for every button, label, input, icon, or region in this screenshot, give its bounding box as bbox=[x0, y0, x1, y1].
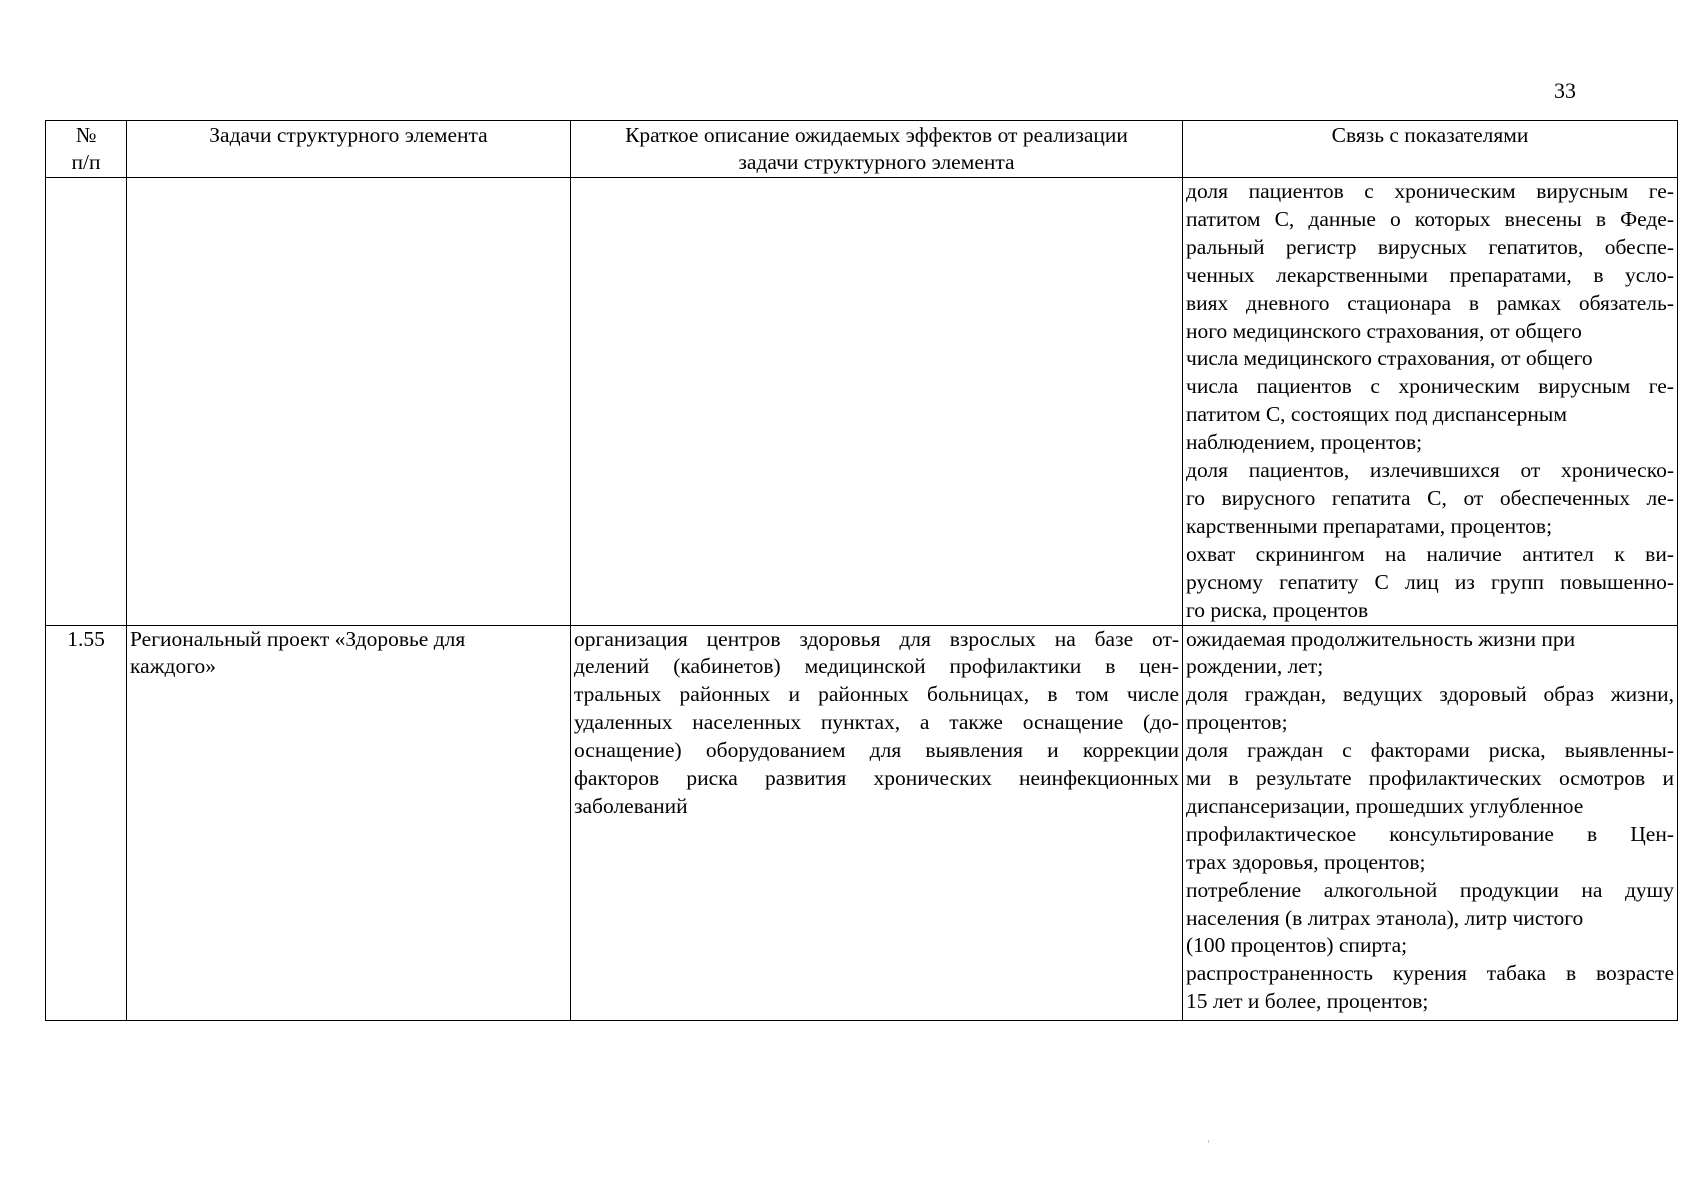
scan-speck bbox=[1208, 1140, 1209, 1143]
indicator-line: доля пациентов, излечившихся от хроническо- bbox=[1186, 458, 1674, 483]
indicator-line: патитом С, состоящих под диспансерным bbox=[1186, 402, 1567, 427]
description-line: организация центров здоровья для взрослых на базе от- bbox=[574, 626, 1179, 651]
indicator-line: распространенность курения табака в возрасте bbox=[1186, 961, 1674, 986]
indicator-line: числа медицинского страхования, от общего bbox=[1186, 346, 1593, 371]
task-line: Региональный проект «Здоровье для bbox=[130, 626, 466, 651]
table-row bbox=[46, 178, 1678, 626]
indicator-line: доля граждан, ведущих здоровый образ жизни, bbox=[1186, 682, 1674, 707]
indicator-line: доля граждан с факторами риска, выявленны- bbox=[1186, 738, 1674, 763]
header-description bbox=[571, 121, 1183, 178]
indicator-line: диспансеризации, прошедших углубленное bbox=[1186, 793, 1584, 818]
description-cell bbox=[571, 625, 1183, 1020]
row-number-cell: 1.55 bbox=[46, 625, 127, 1020]
indicator-line: виях дневного стационара в рамках обязатель- bbox=[1186, 290, 1674, 315]
task-cell bbox=[127, 625, 571, 1020]
row-number-cell bbox=[46, 178, 127, 626]
page-number: 33 bbox=[1554, 78, 1576, 103]
indicator-line: потребление алкогольной продукции на душу bbox=[1186, 877, 1674, 902]
table-row bbox=[46, 625, 1678, 1020]
indicator-line: го вирусного гепатита С, от обеспеченных ле- bbox=[1186, 485, 1674, 510]
indicator-line: охват скринингом на наличие антител к ви- bbox=[1186, 541, 1674, 566]
description-line: факторов риска развития хронических неинфекционных bbox=[574, 766, 1179, 791]
indicator-line: патитом С, данные о которых внесены в Феде- bbox=[1186, 206, 1674, 231]
indicators-table bbox=[45, 120, 1678, 1021]
header-number bbox=[46, 121, 127, 178]
indicator-line: русному гепатиту С лиц из групп повышенно- bbox=[1186, 569, 1674, 594]
indicator-line: процентов; bbox=[1186, 710, 1288, 735]
indicator-line: наблюдением, процентов; bbox=[1186, 430, 1423, 455]
indicators-cell bbox=[1183, 178, 1678, 626]
indicator-line: трах здоровья, процентов; bbox=[1186, 849, 1426, 874]
indicator-line: 15 лет и более, процентов; bbox=[1186, 989, 1429, 1014]
indicator-line: карственными препаратами, процентов; bbox=[1186, 513, 1553, 538]
task-line: каждого» bbox=[130, 654, 216, 679]
indicator-line: числа пациентов с хроническим вирусным ге- bbox=[1186, 374, 1674, 399]
indicator-line: доля пациентов с хроническим вирусным ге- bbox=[1186, 179, 1674, 203]
indicator-line: го риска, процентов bbox=[1186, 597, 1369, 622]
indicator-line: ченных лекарственными препаратами, в усло- bbox=[1186, 262, 1674, 287]
header-indicators bbox=[1183, 121, 1678, 178]
header-line: Связь с показателями bbox=[1331, 123, 1529, 147]
header-line: Краткое описание ожидаемых эффектов от реализации bbox=[625, 123, 1128, 147]
indicator-line: (100 процентов) спирта; bbox=[1186, 933, 1408, 958]
description-line: тральных районных и районных больницах, в том числе bbox=[574, 682, 1179, 707]
indicator-line: ми в результате профилактических осмотров и bbox=[1186, 766, 1674, 791]
description-line: заболеваний bbox=[574, 793, 688, 818]
description-line: удаленных населенных пунктах, а также оснащение (до- bbox=[574, 710, 1179, 735]
indicator-line: профилактическое консультирование в Цен- bbox=[1186, 821, 1674, 846]
indicator-line: населения (в литрах этанола), литр чистого bbox=[1186, 905, 1584, 930]
header-line: № bbox=[75, 123, 97, 147]
table-header-row bbox=[46, 121, 1678, 178]
header-line: п/п bbox=[71, 150, 101, 174]
task-cell bbox=[127, 178, 571, 626]
description-cell bbox=[571, 178, 1183, 626]
description-line: оснащение) оборудованием для выявления и коррекции bbox=[574, 738, 1179, 763]
description-line: делений (кабинетов) медицинской профилактики в цен- bbox=[574, 654, 1179, 679]
indicator-line: рождении, лет; bbox=[1186, 654, 1324, 679]
header-task bbox=[127, 121, 571, 178]
header-line: задачи структурного элемента bbox=[738, 150, 1015, 174]
indicator-line: ожидаемая продолжительность жизни при bbox=[1186, 626, 1576, 651]
indicator-line: ральный регистр вирусных гепатитов, обеспе- bbox=[1186, 234, 1674, 259]
header-line: Задачи структурного элемента bbox=[209, 123, 488, 147]
indicator-line: ного медицинского страхования, от общего bbox=[1186, 318, 1582, 343]
indicators-cell bbox=[1183, 625, 1678, 1020]
